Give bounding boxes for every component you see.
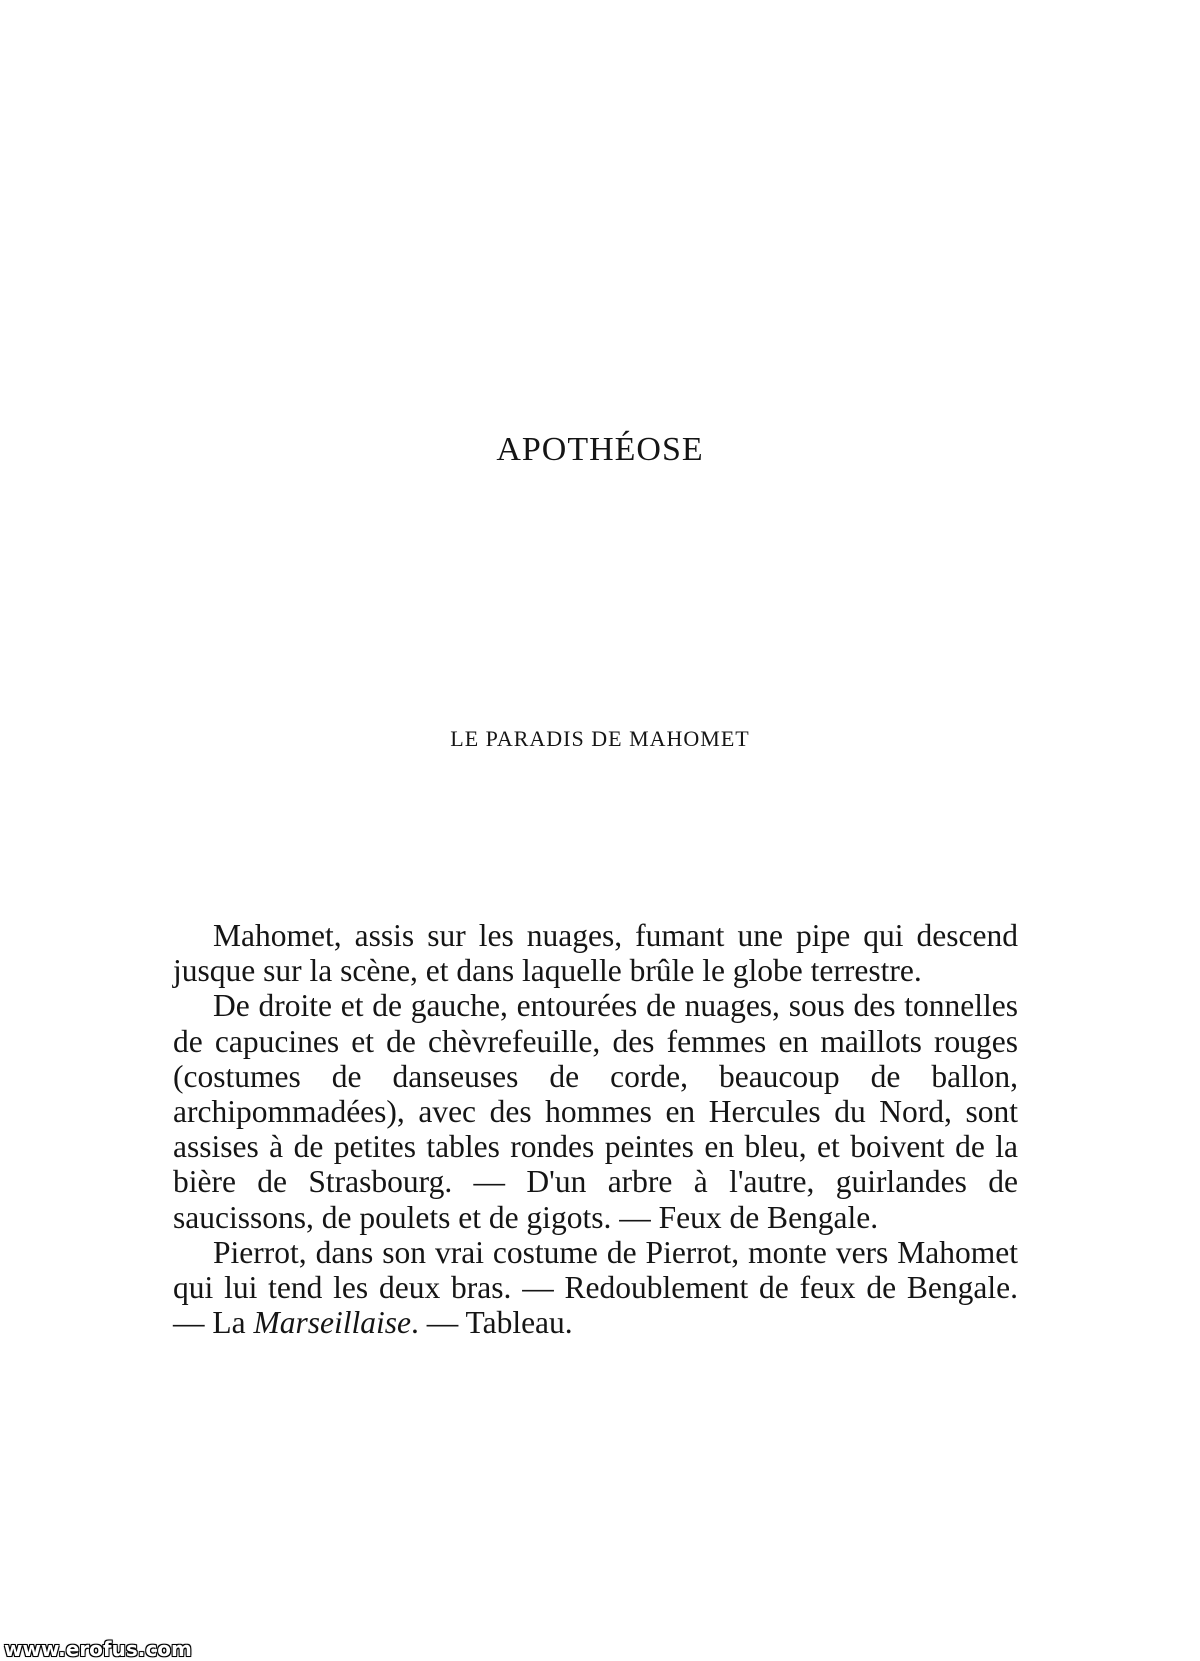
chapter-title: APOTHÉOSE <box>496 431 704 468</box>
paragraph-3-italic-title: Marseillaise <box>253 1305 411 1341</box>
paragraph-2: De droite et de gauche, entourées de nuages, sous des tonnelles de capucines et de chèvrefeuille, des femmes en maillots rouges (costumes de danseuses de corde, beaucoup de ballon, archipommadées), avec des hommes en Hercules du Nord, sont assises à de petites tables rondes peintes en bleu, et boivent de la bière de Strasbourg. — D'un arbre à l'autre, guirlandes de saucissons, de poulets et de gigots. — Feux de Bengale. <box>173 988 1018 1235</box>
paragraph-3-text-start: Pierrot, dans son vrai costume de Pierrot, monte vers Mahomet qui lui tend les deux bras. — Redoublement de feux de Bengale. — La <box>173 1234 1018 1341</box>
paragraph-3-text-end: . — Tableau. <box>410 1305 573 1341</box>
watermark-text: www.erofus.com <box>4 1637 192 1661</box>
body-text <box>173 918 1018 1340</box>
paragraph-1: Mahomet, assis sur les nuages, fumant une pipe qui descend jusque sur la scène, et dans laquelle brûle le globe terrestre. <box>173 918 1018 989</box>
paragraph-3 <box>173 1235 1018 1341</box>
section-subtitle: LE PARADIS DE MAHOMET <box>450 726 750 751</box>
